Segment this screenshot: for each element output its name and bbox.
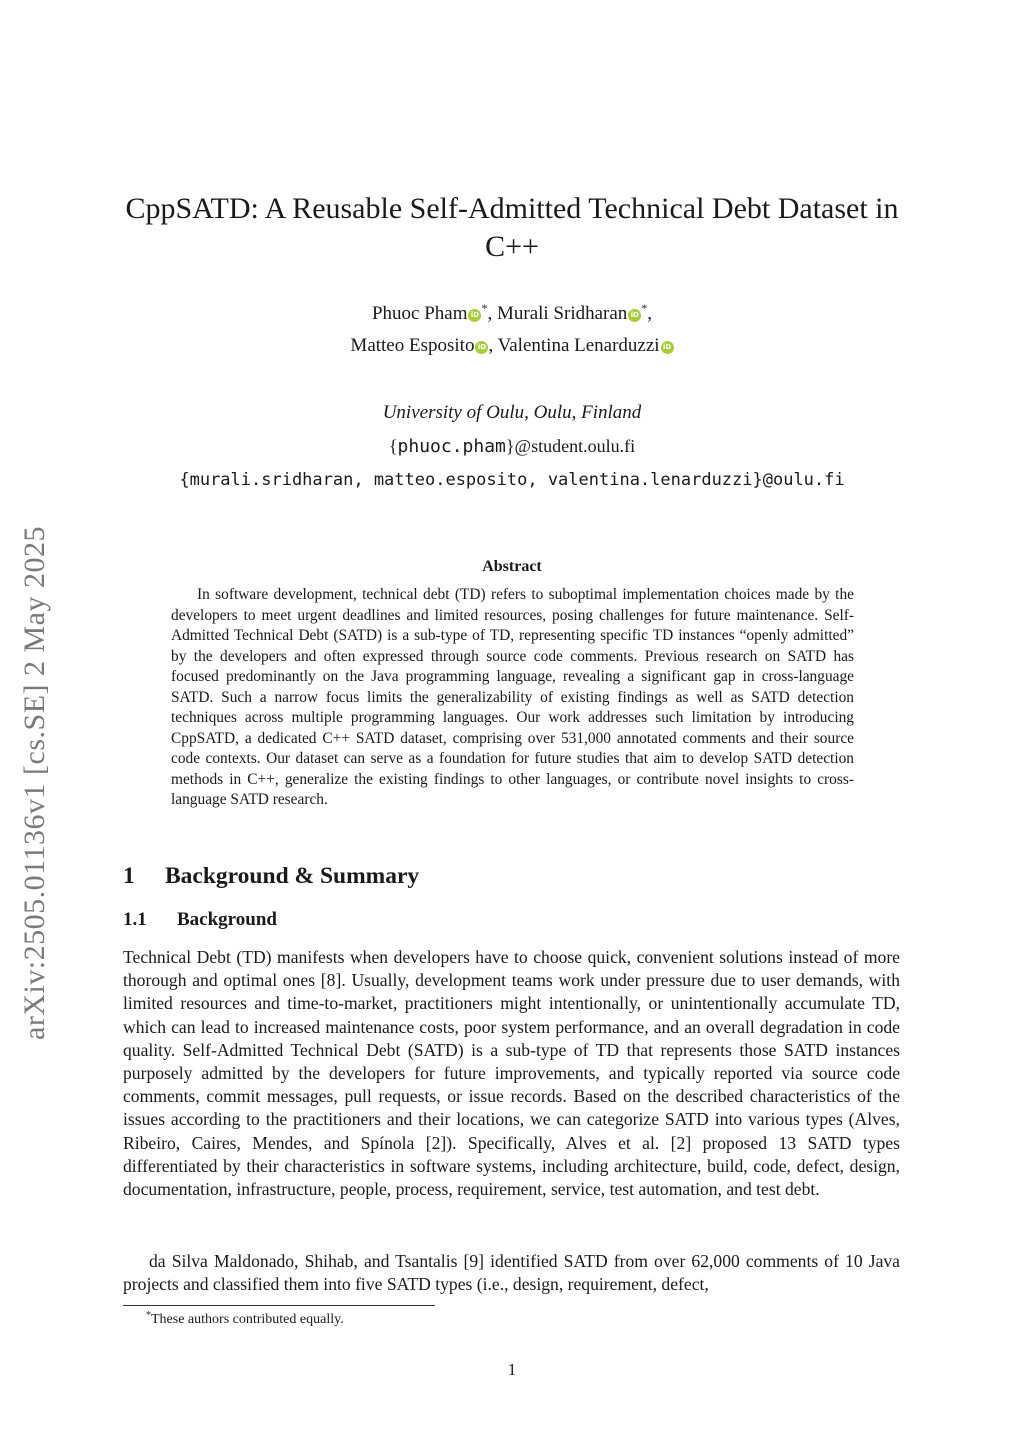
author-name: Phuoc Pham [371,303,468,324]
equal-contribution-mark: * [641,301,648,315]
footnote-divider [123,1305,435,1306]
orcid-icon[interactable]: iD [628,309,641,322]
section-title: Background & Summary [165,863,420,889]
orcid-icon[interactable]: iD [468,309,481,322]
subsection-heading [123,909,277,931]
page-number: 1 [507,1360,517,1379]
footnote [146,1310,344,1328]
section-number: 1 [123,863,135,889]
arxiv-identifier-stamp: arXiv:2505.01136v1 [cs.SE] 2 May 2025 [18,526,51,1040]
section-heading [123,863,419,890]
footnote-mark: * [146,1310,151,1321]
author-name: Murali Sridharan [496,303,628,324]
subsection-number: 1.1 [123,909,147,930]
body-paragraph: da Silva Maldonado, Shihab, and Tsantalis [9] identified SATD from over 62,000 comments of 10 Java projects and classified them into five SATD types (i.e., design, requirement, defect, [123,1251,900,1295]
author-list-line-2: Matteo Esposito iD , Valentina Lenarduzzi iD [0,335,1024,357]
email-line-1: {phuoc.pham}@student.oulu.fi [388,436,636,457]
abstract-text: In software development, technical debt (TD) refers to suboptimal implementation choices made by the developers to meet urgent deadlines and limited resources, posing challenges for future maintenance. Self-Admitted Technical Debt (SATD) is a sub-type of TD, representing specific TD instances “openly admitted” by the developers and often expressed through source code comments. Previous research on SATD has focused predominantly on the Java programming language, revealing a significant gap in cross-language SATD. Such a narrow focus limits the generalizability of existing findings as well as SATD detection techniques across multiple programming languages. Our work addresses such limitation by introducing CppSATD, a dedicated C++ SATD dataset, comprising over 531,000 annotated comments and their source code contexts. Our dataset can serve as a foundation for future studies that aim to develop SATD detection methods in C++, generalize the existing findings to other languages, or contribute novel insights to cross-language SATD research. [171,586,854,808]
footnote-text: These authors contributed equally. [151,1312,344,1327]
body-paragraph: Technical Debt (TD) manifests when developers have to choose quick, convenient solutions instead of more thorough and optimal ones [8]. Usually, development teams work under pressure due to user demands, with limited resources and time-to-market, practitioners might intentionally, or unintentionally accumulate TD, which can lead to increased maintenance costs, poor system performance, and an overall degradation in code quality. Self-Admitted Technical Debt (SATD) is a sub-type of TD that represents those SATD instances purposely admitted by the developers for future improvements, and typically reported via source code comments, commit messages, pull requests, or issue records. Based on the described characteristics of the issues according to the practitioners and their locations, we can categorize SATD into various types (Alves, Ribeiro, Caires, Mendes, and Spínola [2]). Specifically, Alves et al. [2] proposed 13 SATD types differentiated by their characteristics in software systems, including architecture, build, code, defect, design, documentation, infrastructure, people, process, requirement, service, test automation, and test debt. [123,947,900,1200]
email-domain: @student.oulu.fi [514,436,636,456]
orcid-icon[interactable]: iD [661,341,674,354]
paper-title: CppSATD: A Reusable Self-Admitted Technical Debt Dataset in C++ [125,192,899,263]
email-user: phuoc.pham [397,436,506,457]
abstract-heading: Abstract [482,558,542,575]
email-line-2: {murali.sridharan, matteo.esposito, valentina.lenarduzzi}@oulu.fi [179,470,845,490]
author-name: Valentina Lenarduzzi [497,335,660,356]
equal-contribution-mark: * [481,301,488,315]
author-name: Matteo Esposito [350,335,475,356]
author-list-line-1: Phuoc Pham iD *, Murali Sridharan iD *, [371,301,653,324]
affiliation: University of Oulu, Oulu, Finland [382,402,642,423]
subsection-title: Background [177,909,277,930]
orcid-icon[interactable]: iD [475,341,488,354]
